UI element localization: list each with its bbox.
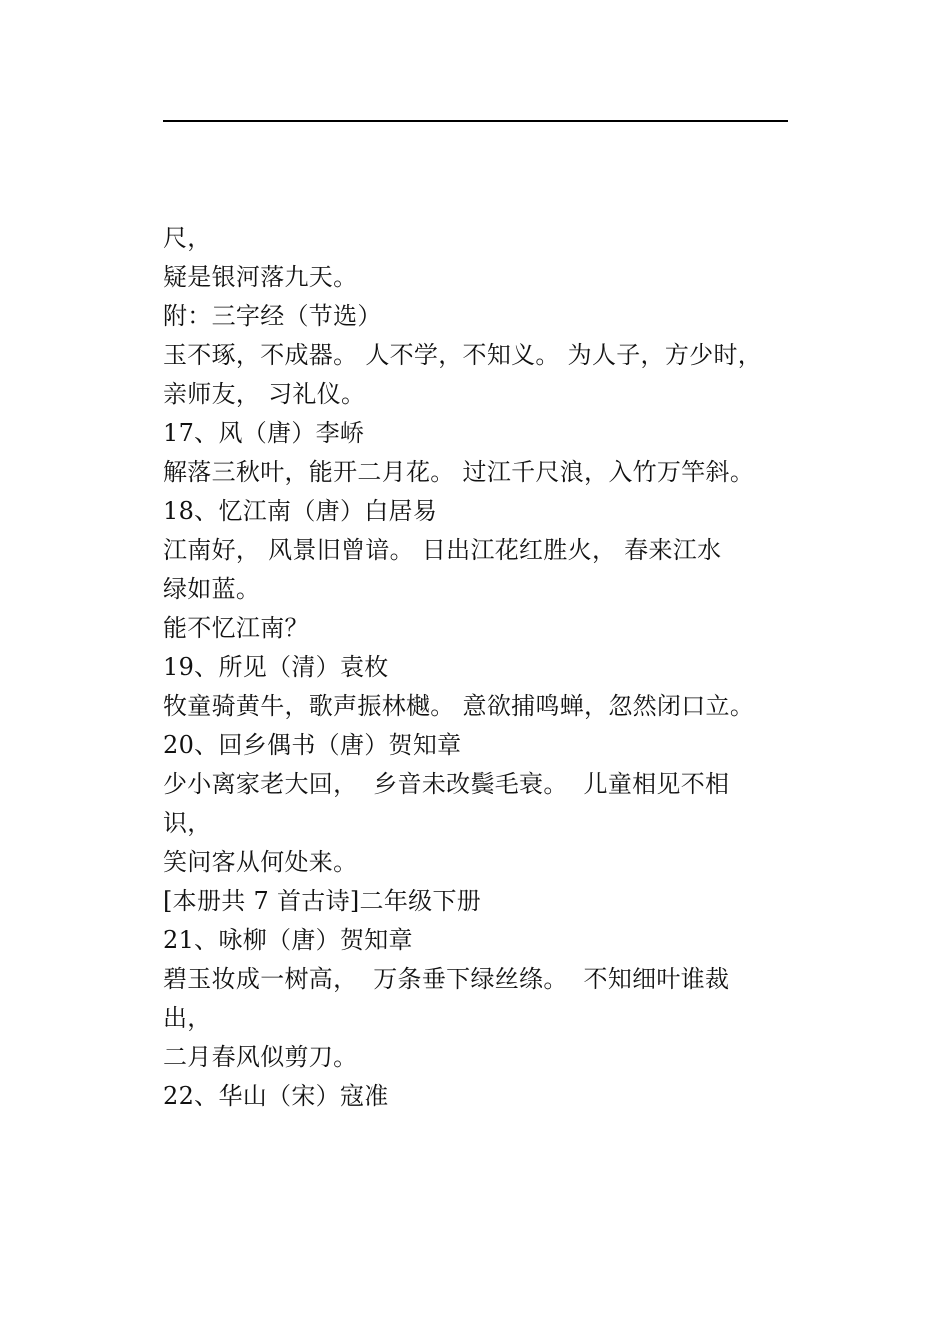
text-line: 能不忆江南？ [163, 614, 309, 642]
section-heading: 附：三字经（节选） [163, 302, 382, 330]
text-line: 玉不琢，不成器。 人不学，不知义。 为人子，方少时， [163, 341, 763, 369]
text-line: 解落三秋叶，能开二月花。 过江千尺浪，入竹万竿斜。 [163, 458, 755, 486]
text-line: 二月春风似剪刀。 [163, 1043, 358, 1071]
poem-title: 17、风（唐）李峤 [163, 419, 365, 447]
text-line: 亲师友， 习礼仪。 [163, 380, 366, 408]
text-line: 牧童骑黄牛，歌声振林樾。 意欲捕鸣蝉，忽然闭口立。 [163, 692, 755, 720]
text-line: 识， [163, 809, 212, 837]
header-rule [163, 120, 788, 122]
text-line: 绿如蓝。 [163, 575, 261, 603]
text-line: 尺， [163, 224, 212, 252]
text-line: 江南好， 风景旧曾谙。 日出江花红胜火， 春来江水 [163, 536, 722, 564]
text-line: 疑是银河落九天。 [163, 263, 358, 291]
text-line: 笑问客从何处来。 [163, 848, 358, 876]
text-line: 碧玉妆成一树高， 万条垂下绿丝绦。 不知细叶谁裁 [163, 965, 730, 993]
poem-title: 21、咏柳（唐）贺知章 [163, 926, 413, 954]
poem-title: 20、回乡偶书（唐）贺知章 [163, 731, 462, 759]
document-body [163, 219, 793, 1116]
section-heading: [本册共 7 首古诗]二年级下册 [163, 887, 482, 915]
poem-title: 22、华山（宋）寇准 [163, 1082, 389, 1110]
text-line: 出， [163, 1004, 212, 1032]
poem-title: 18、忆江南（唐）白居易 [163, 497, 438, 525]
poem-title: 19、所见（清）袁枚 [163, 653, 389, 681]
text-line: 少小离家老大回， 乡音未改鬓毛衰。 儿童相见不相 [163, 770, 730, 798]
